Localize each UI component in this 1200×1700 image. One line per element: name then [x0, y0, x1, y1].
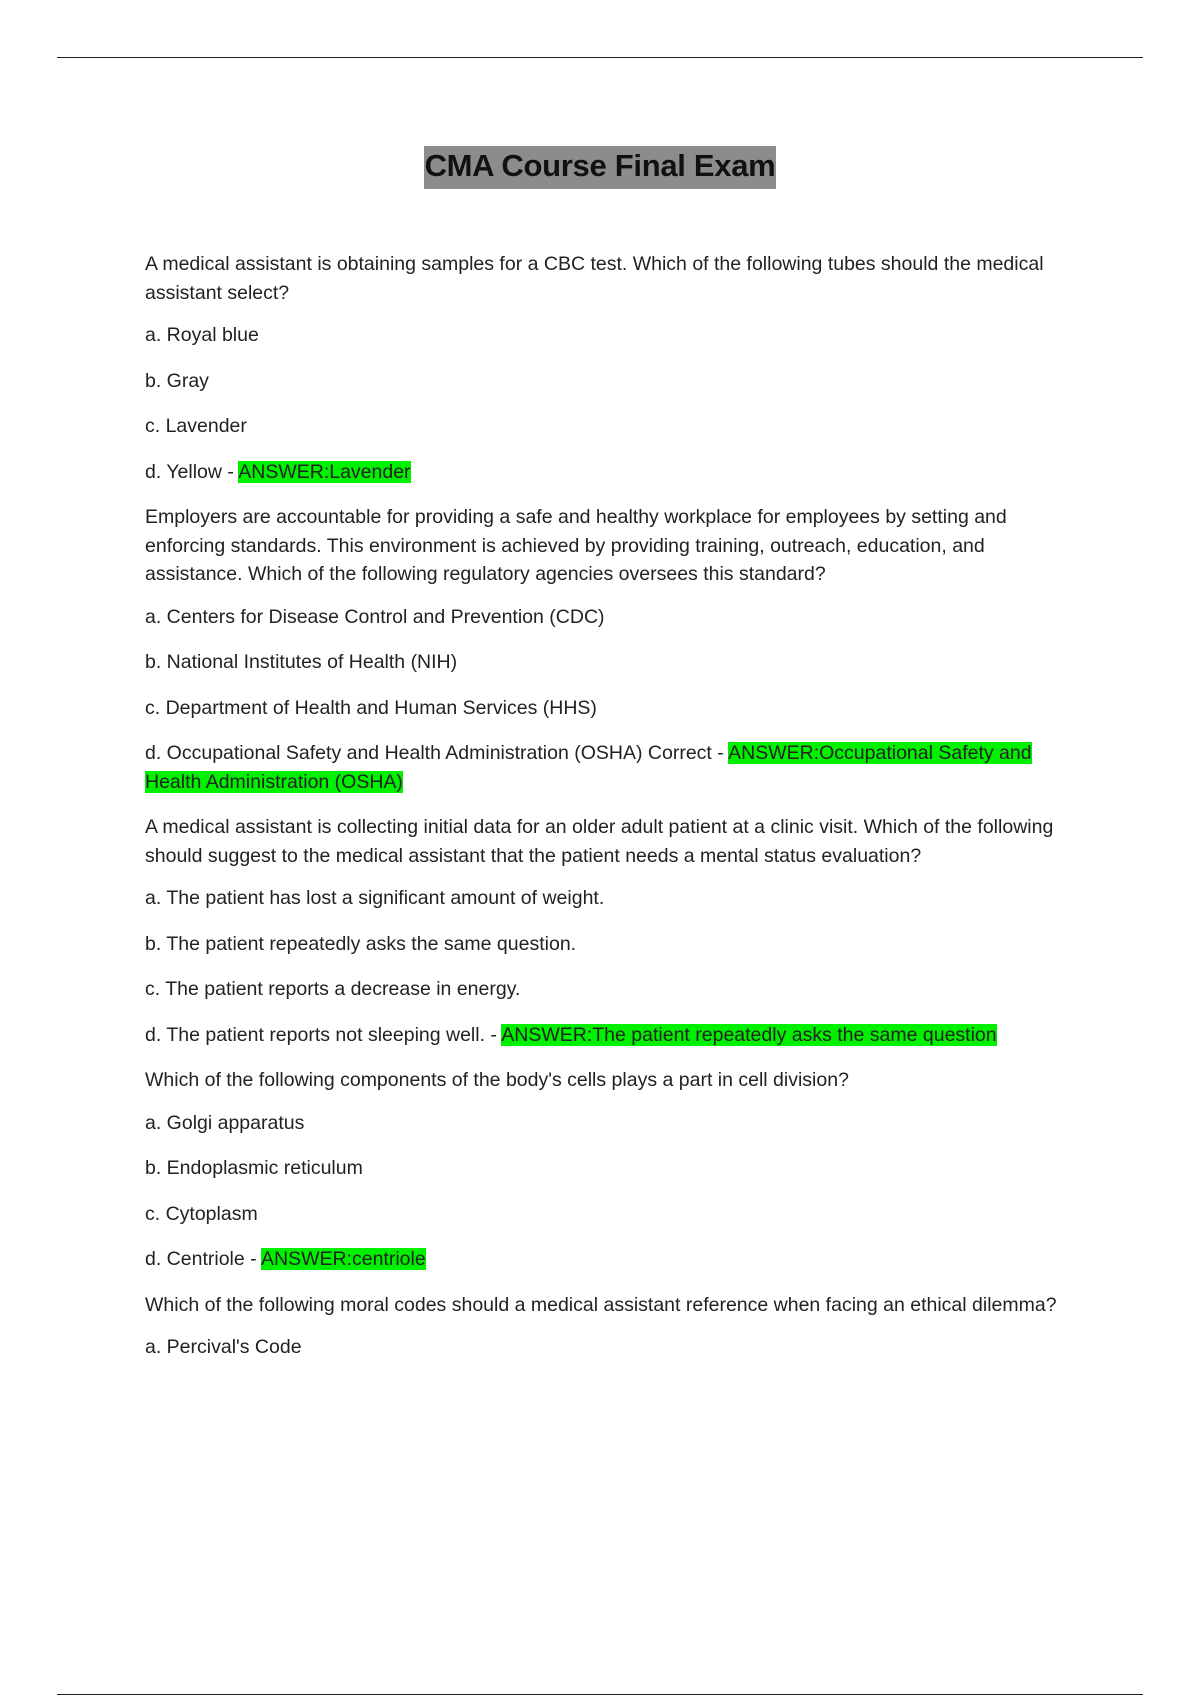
option-d-text: d. Occupational Safety and Health Administration (OSHA) Correct -	[145, 742, 729, 764]
option-d-text: d. Yellow -	[145, 460, 239, 483]
option-a: a. Royal blue	[145, 324, 259, 346]
title-container	[0, 146, 1200, 189]
question-text: Which of the following moral codes should a medical assistant reference when facing an ethical dilemma?	[145, 1293, 1057, 1316]
option-a: a. The patient has lost a significant amount of weight.	[145, 887, 605, 909]
option-d	[145, 1021, 1085, 1050]
answer-highlight: ANSWER:Lavender	[238, 460, 411, 483]
option-a: a. Golgi apparatus	[145, 1111, 305, 1134]
answer-highlight: ANSWER:centriole	[260, 1248, 426, 1270]
option-c: c. Department of Health and Human Services (HHS)	[145, 696, 597, 719]
option-d	[145, 458, 1085, 487]
answer-highlight: ANSWER:Occupational Safety and Health Administration (OSHA)	[145, 742, 1032, 793]
option-b: b. The patient repeatedly asks the same question.	[145, 932, 577, 955]
option-d	[145, 739, 1085, 796]
option-c: c. Lavender	[145, 415, 247, 437]
option-d	[145, 1245, 1085, 1274]
option-c: c. The patient reports a decrease in energy.	[145, 978, 521, 1000]
question-text: A medical assistant is obtaining samples for a CBC test. Which of the following tubes should the medical assistant select?	[145, 253, 1044, 304]
answer-highlight: ANSWER:The patient repeatedly asks the same question	[501, 1023, 997, 1046]
option-b: b. Endoplasmic reticulum	[145, 1157, 363, 1179]
footer-rule	[57, 1694, 1143, 1695]
question-text: A medical assistant is collecting initial data for an older adult patient at a clinic visit. Which of the following should suggest to the medical assistant that the patient needs a mental status evaluation?	[145, 816, 1054, 867]
option-d-text: d. The patient reports not sleeping well. -	[145, 1023, 502, 1046]
option-c: c. Cytoplasm	[145, 1202, 258, 1225]
exam-content	[145, 250, 1085, 1379]
option-a: a. Percival's Code	[145, 1336, 302, 1358]
option-d-text: d. Centriole -	[145, 1248, 261, 1270]
header-rule	[57, 57, 1143, 58]
option-b: b. National Institutes of Health (NIH)	[145, 651, 458, 673]
question-text: Which of the following components of the body's cells plays a part in cell division?	[145, 1069, 849, 1091]
option-b: b. Gray	[145, 369, 209, 392]
question-text: Employers are accountable for providing a safe and healthy workplace for employees by setting and enforcing standards. This environment is achieved by providing training, outreach, education, and assistance. Which of the following regulatory agencies oversees this standard?	[145, 506, 1007, 585]
document-title: CMA Course Final Exam	[424, 146, 777, 189]
option-a: a. Centers for Disease Control and Prevention (CDC)	[145, 605, 605, 628]
